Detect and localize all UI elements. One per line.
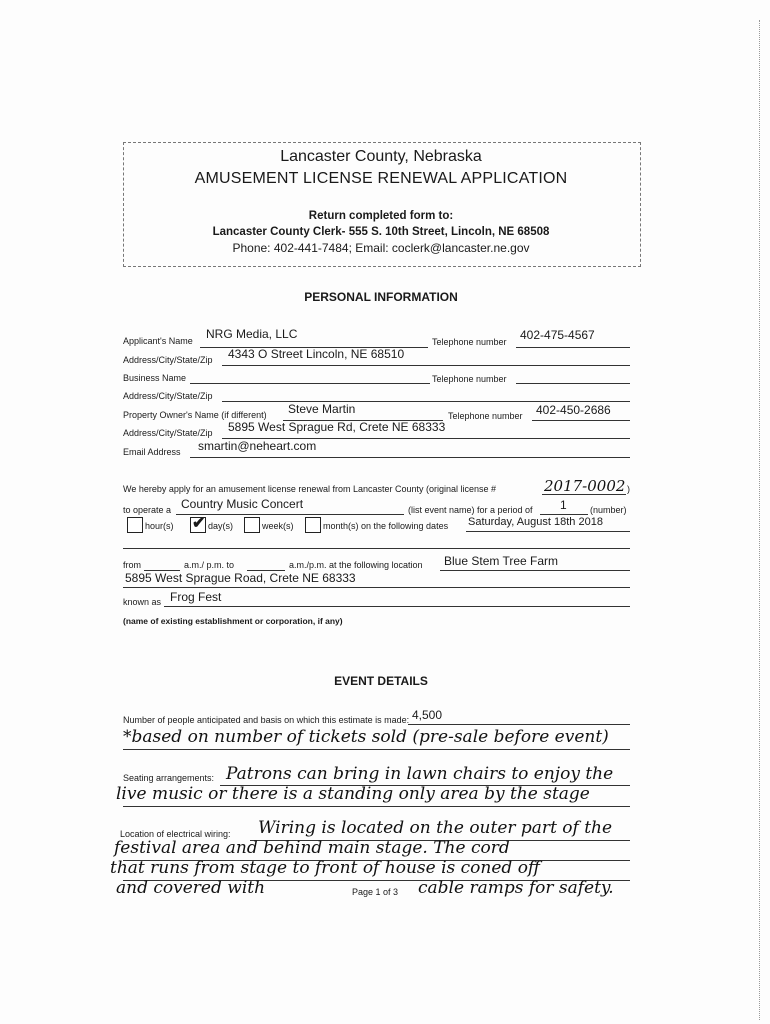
from-label: from (123, 560, 141, 570)
applicant-address-line (222, 365, 630, 366)
license-close-paren: ) (627, 484, 630, 494)
business-phone-line[interactable] (516, 383, 630, 384)
wiring-line-4b: cable ramps for safety. (418, 878, 614, 898)
applicant-phone-field[interactable]: 402-475-4567 (520, 328, 595, 342)
seating-line-2: live music or there is a standing only area by the stage (116, 784, 590, 804)
wiring-line-3: that runs from stage to front of house is coned off (110, 858, 540, 878)
clerk-contact: Phone: 402-441-7484; Email: coclerk@lancaster.ne.gov (232, 241, 530, 255)
known-as-line (164, 606, 630, 607)
location-label: a.m./p.m. at the following location (289, 560, 423, 570)
owner-phone-field[interactable]: 402-450-2686 (536, 403, 611, 417)
clerk-address: Lancaster County Clerk- 555 S. 10th Street, Lincoln, NE 68508 (212, 226, 550, 238)
scan-edge (753, 20, 760, 1020)
days-label: day(s) (208, 521, 234, 531)
dates-line (466, 531, 630, 532)
months-label: month(s) on the following dates (323, 521, 449, 531)
event-section-title: EVENT DETAILS (334, 674, 428, 688)
applicant-phone-label: Telephone number (432, 337, 507, 347)
weeks-label: week(s) (262, 521, 294, 531)
checkmark-icon: ✔ (192, 515, 206, 532)
event-name-line (176, 514, 404, 515)
seating-underline-2 (123, 806, 630, 807)
period-field[interactable]: 1 (560, 498, 567, 512)
page-number: Page 1 of 3 (352, 887, 399, 897)
people-label: Number of people anticipated and basis on which this estimate is made: (123, 715, 410, 725)
applicant-name-field[interactable]: NRG Media, LLC (206, 327, 298, 341)
wiring-line-2: festival area and behind main stage. The cord (114, 838, 510, 858)
establishment-note: (name of existing establishment or corporation, if any) (123, 616, 343, 626)
location-address-line (123, 587, 630, 588)
business-address-line[interactable] (222, 401, 630, 402)
return-instruction: Return completed form to: (308, 210, 454, 222)
dates-line-2[interactable] (123, 548, 630, 549)
wiring-line-4a: and covered with (116, 878, 266, 898)
applicant-address-field[interactable]: 4343 O Street Lincoln, NE 68510 (228, 347, 405, 361)
people-line (408, 724, 630, 725)
hours-label: hour(s) (145, 521, 174, 531)
location-field[interactable]: Blue Stem Tree Farm (444, 554, 559, 568)
location-line (440, 570, 630, 571)
owner-name-field[interactable]: Steve Martin (288, 402, 356, 416)
owner-phone-line (532, 420, 630, 421)
business-label: Business Name (123, 373, 187, 383)
weeks-checkbox[interactable] (244, 517, 260, 533)
owner-address-label: Address/City/State/Zip (123, 428, 213, 438)
seating-label: Seating arrangements: (123, 773, 215, 783)
operate-label: to operate a (123, 505, 172, 515)
people-field[interactable]: 4,500 (412, 708, 443, 722)
period-line (540, 514, 588, 515)
applicant-label: Applicant's Name (123, 336, 193, 346)
business-line[interactable] (190, 383, 430, 384)
months-checkbox[interactable] (305, 517, 321, 533)
county-heading: Lancaster County, Nebraska (280, 148, 482, 165)
location-address-field[interactable]: 5895 West Sprague Road, Crete NE 68333 (125, 571, 356, 585)
am-pm-to-label: a.m./ p.m. to (184, 560, 235, 570)
email-field[interactable]: smartin@neheart.com (198, 439, 317, 453)
wiring-line-1: Wiring is located on the outer part of the (258, 818, 613, 838)
license-number-field[interactable]: 2017-0002 (544, 477, 626, 495)
apply-text: We hereby apply for an amusement license renewal from Lancaster County (original license # (123, 484, 497, 494)
personal-section-title: PERSONAL INFORMATION (304, 290, 458, 304)
applicant-phone-line (516, 347, 630, 348)
email-label: Email Address (123, 447, 181, 457)
form-title: AMUSEMENT LICENSE RENEWAL APPLICATION (194, 170, 568, 187)
known-as-label: known as (123, 597, 162, 607)
seating-line-1: Patrons can bring in lawn chairs to enjoy the (226, 764, 614, 784)
owner-address-field[interactable]: 5895 West Sprague Rd, Crete NE 68333 (228, 420, 446, 434)
people-basis-text: *based on number of tickets sold (pre-sale before event) (123, 727, 609, 747)
email-line (190, 457, 630, 458)
people-basis-line (123, 749, 630, 750)
number-label: (number) (590, 505, 627, 515)
owner-phone-label: Telephone number (448, 411, 523, 421)
business-phone-label: Telephone number (432, 374, 507, 384)
business-address-label: Address/City/State/Zip (123, 391, 213, 401)
event-name-field[interactable]: Country Music Concert (181, 497, 304, 511)
list-event-label: (list event name) for a period of (408, 505, 533, 515)
known-as-field[interactable]: Frog Fest (170, 590, 222, 604)
wiring-label: Location of electrical wiring: (120, 829, 231, 839)
owner-label: Property Owner's Name (if different) (123, 410, 267, 420)
dates-field[interactable]: Saturday, August 18th 2018 (468, 516, 603, 528)
applicant-address-label: Address/City/State/Zip (123, 355, 213, 365)
hours-checkbox[interactable] (127, 517, 143, 533)
